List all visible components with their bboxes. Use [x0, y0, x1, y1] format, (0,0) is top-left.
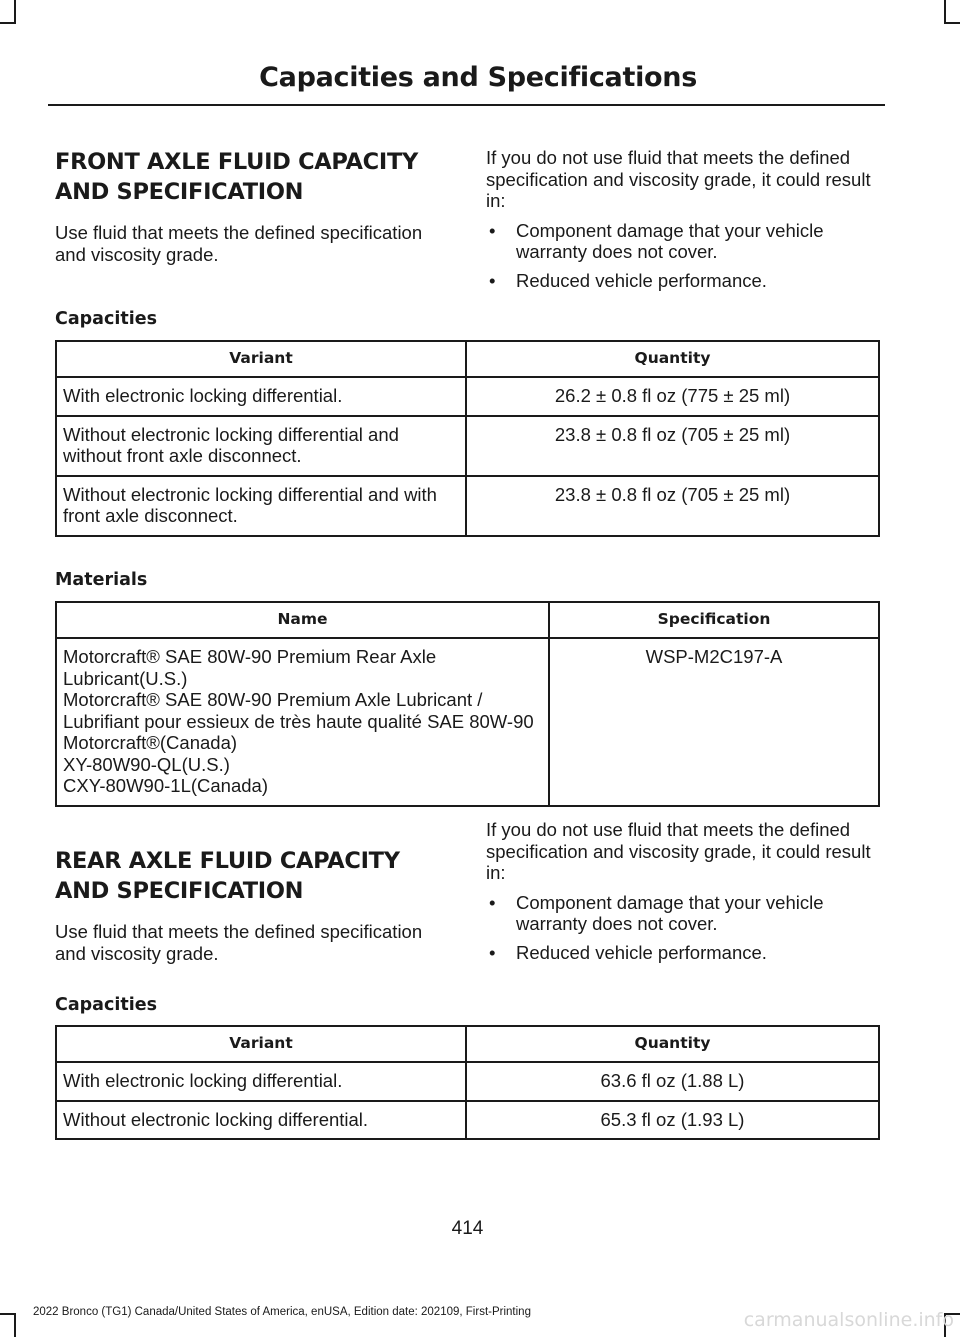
column-header-name: Name	[56, 602, 549, 638]
rear-axle-right-column	[486, 819, 878, 970]
table-row	[56, 416, 879, 476]
rear-axle-bullet-list	[486, 892, 878, 964]
variant-cell: With electronic locking differential.	[56, 377, 466, 416]
table-row	[56, 1101, 879, 1140]
table-row	[56, 638, 879, 806]
column-header-quantity: Quantity	[466, 341, 879, 377]
crop-mark	[14, 1315, 16, 1337]
rear-axle-heading	[55, 846, 450, 906]
column-header-specification: Specification	[549, 602, 879, 638]
crop-mark	[14, 0, 16, 22]
front-axle-left-column	[55, 147, 450, 298]
material-name-line: Motorcraft® SAE 80W-90 Premium Axle Lubricant / Lubrifiant pour essieux de très haute qualité SAE 80W-90 Motorcraft®(Canada)	[63, 689, 534, 753]
quantity-cell: 63.6 fl oz (1.88 L)	[466, 1062, 879, 1101]
front-axle-warning-text: If you do not use fluid that meets the defined specification and viscosity grade, it could result in:	[486, 147, 871, 211]
crop-mark	[0, 1313, 16, 1315]
table-header-row	[56, 602, 879, 638]
front-capacities-table	[55, 340, 880, 537]
front-capacities-label: Capacities	[55, 309, 158, 329]
material-name-line: CXY-80W90-1L(Canada)	[63, 775, 268, 796]
watermark: carmanualsonline.info	[743, 1309, 954, 1331]
header-rule	[48, 104, 885, 106]
bullet: •	[489, 891, 496, 913]
rear-axle-heading-line2: AND SPECIFICATION	[55, 878, 304, 904]
list-item: • Component damage that your vehicle warranty does not cover.	[489, 219, 824, 262]
quantity-cell: 26.2 ± 0.8 fl oz (775 ± 25 ml)	[466, 377, 879, 416]
front-materials-table	[55, 601, 880, 807]
quantity-cell: 65.3 fl oz (1.93 L)	[466, 1101, 879, 1140]
column-header-quantity: Quantity	[466, 1026, 879, 1062]
rear-capacities-label: Capacities	[55, 995, 158, 1015]
variant-cell: Without electronic locking differential and without front axle disconnect.	[56, 416, 466, 476]
table-header-row	[56, 1026, 879, 1062]
material-name-line: XY-80W90-QL(U.S.)	[63, 753, 230, 775]
footer-edition-info: 2022 Bronco (TG1) Canada/United States of America, enUSA, Edition date: 202109, First-Printing	[33, 1306, 531, 1318]
column-header-variant: Variant	[56, 341, 466, 377]
list-item: • Reduced vehicle performance.	[489, 941, 767, 963]
crop-mark	[944, 22, 960, 24]
column-header-variant: Variant	[56, 1026, 466, 1062]
variant-cell: Without electronic locking differential and with front axle disconnect.	[56, 476, 466, 536]
front-axle-heading	[55, 147, 450, 207]
quantity-cell: 23.8 ± 0.8 fl oz (705 ± 25 ml)	[466, 416, 879, 476]
list-item: • Reduced vehicle performance.	[489, 269, 767, 291]
rear-axle-left-column	[55, 819, 450, 970]
front-axle-right-column	[486, 147, 878, 298]
page-number: 414	[451, 1218, 484, 1239]
crop-mark	[0, 22, 16, 24]
rear-capacities-table	[55, 1025, 880, 1140]
material-spec-cell: WSP-M2C197-A	[549, 638, 879, 806]
rear-axle-intro-text: Use fluid that meets the defined specification and viscosity grade.	[55, 921, 423, 964]
variant-cell: With electronic locking differential.	[56, 1062, 466, 1101]
bullet: •	[489, 219, 496, 241]
front-axle-heading-line2: AND SPECIFICATION	[55, 179, 304, 205]
quantity-cell: 23.8 ± 0.8 fl oz (705 ± 25 ml)	[466, 476, 879, 536]
bullet: •	[489, 269, 496, 291]
rear-axle-heading-line1: REAR AXLE FLUID CAPACITY	[55, 848, 400, 874]
material-name-cell	[56, 638, 549, 806]
front-axle-intro	[55, 147, 878, 298]
table-row	[56, 476, 879, 536]
bullet: •	[489, 941, 496, 963]
front-axle-bullet-list	[486, 220, 878, 292]
material-name-line: Motorcraft® SAE 80W-90 Premium Rear Axle Lubricant(U.S.)	[63, 646, 437, 689]
front-axle-intro-text: Use fluid that meets the defined specification and viscosity grade.	[55, 222, 423, 265]
table-row	[56, 377, 879, 416]
rear-axle-intro	[55, 819, 878, 970]
table-header-row	[56, 341, 879, 377]
rear-axle-warning-text: If you do not use fluid that meets the defined specification and viscosity grade, it could result in:	[486, 819, 871, 883]
variant-cell: Without electronic locking differential.	[56, 1101, 466, 1140]
crop-mark	[944, 0, 946, 22]
front-materials-label: Materials	[55, 570, 148, 590]
page-title: Capacities and Specifications	[259, 62, 697, 93]
table-row	[56, 1062, 879, 1101]
front-axle-heading-line1: FRONT AXLE FLUID CAPACITY	[55, 149, 418, 175]
list-item: • Component damage that your vehicle warranty does not cover.	[489, 891, 824, 934]
